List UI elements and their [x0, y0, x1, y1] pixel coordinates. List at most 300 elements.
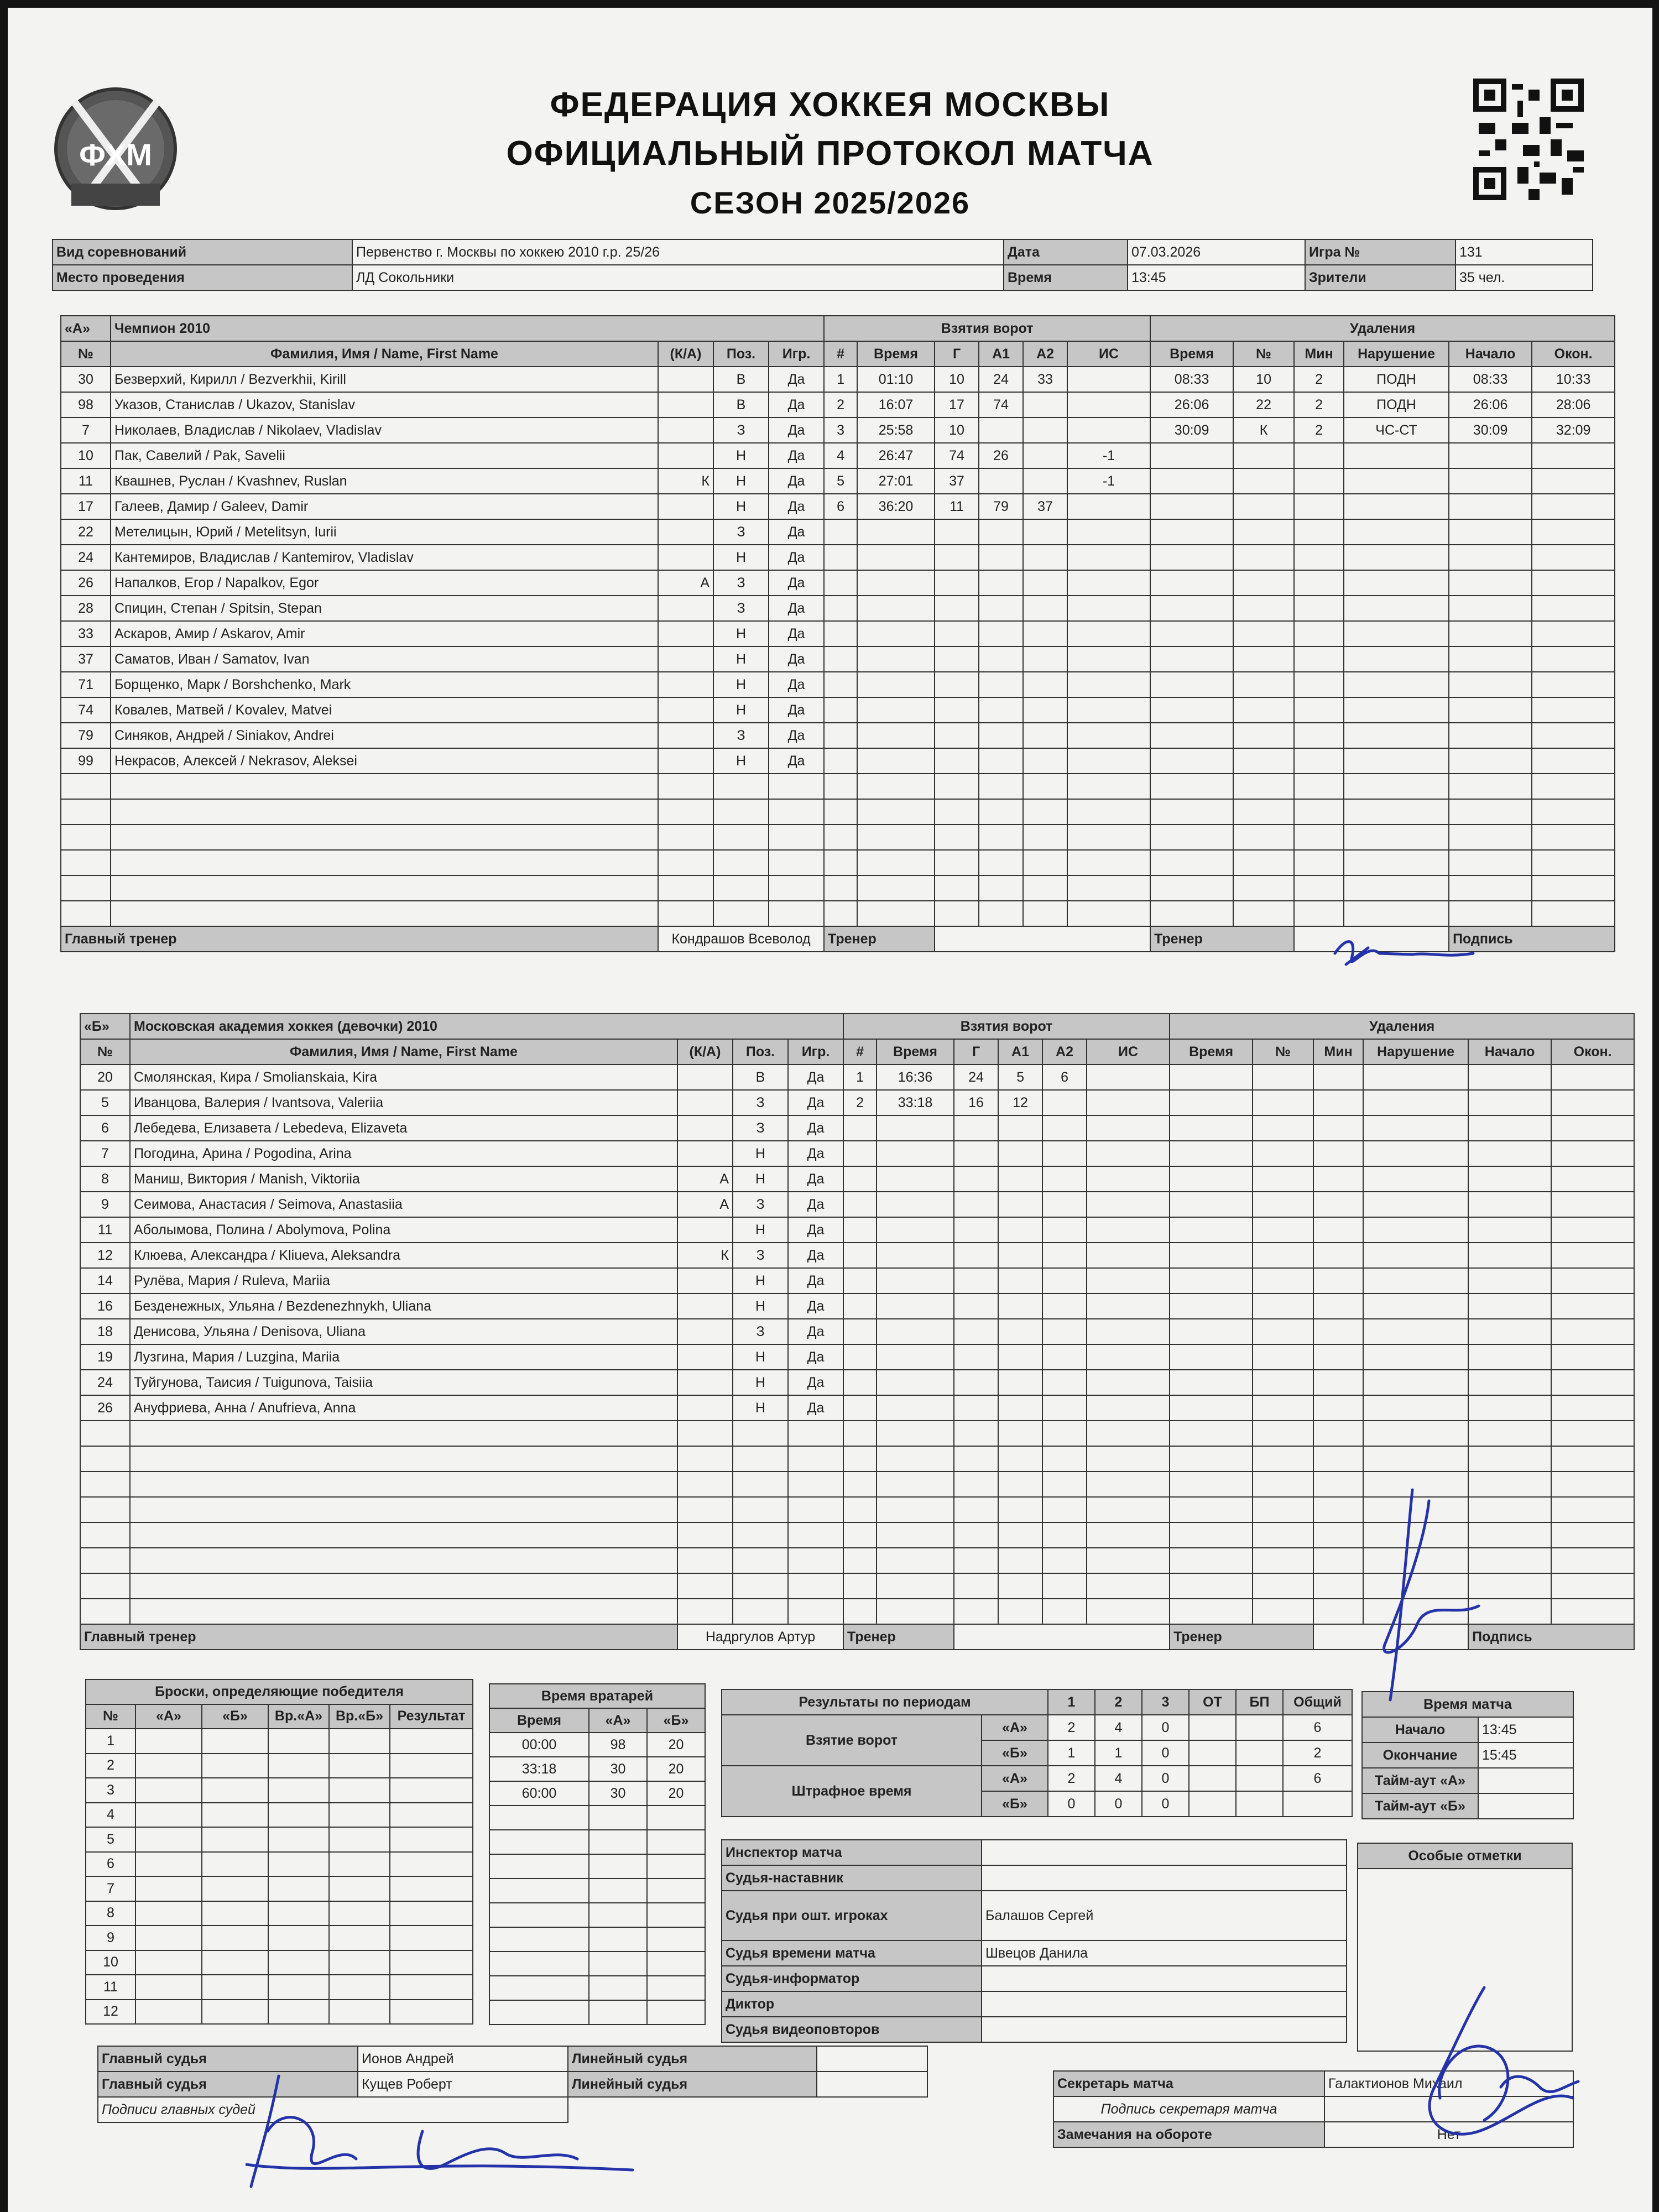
player-position: З: [733, 1090, 788, 1115]
empty-cell: [877, 1192, 954, 1217]
empty-cell: [1170, 1548, 1253, 1573]
empty-cell: [998, 1446, 1042, 1472]
player-name: Квашнев, Руслан / Kvashnev, Ruslan: [111, 468, 658, 494]
empty-cell: [1532, 672, 1615, 697]
empty-cell: [843, 1395, 877, 1421]
empty-cell: [877, 1217, 954, 1243]
player-name: Пак, Савелий / Pak, Savelii: [111, 443, 658, 468]
empty-cell: [1042, 1141, 1087, 1166]
player-number: 7: [80, 1141, 130, 1166]
empty-cell: [1023, 723, 1067, 748]
player-number: 74: [61, 697, 111, 723]
empty-cell: [954, 1395, 998, 1421]
spectators-value: 35 чел.: [1455, 265, 1593, 290]
empty-cell: [1551, 1293, 1634, 1319]
penalty-end: 10:33: [1532, 367, 1615, 392]
empty-cell: [824, 901, 857, 926]
game-number-value: 131: [1455, 239, 1593, 265]
secretary-signature-label: Подпись секретаря матча: [1053, 2096, 1324, 2122]
table-row: [489, 1757, 705, 1781]
empty-cell: [824, 825, 857, 850]
player-captain-mark: К: [677, 1243, 733, 1268]
timeout-b-value: [1478, 1793, 1573, 1819]
player-number: 5: [80, 1090, 130, 1115]
notes-title: Особые отметки: [1358, 1843, 1572, 1869]
period-value: [1283, 1791, 1352, 1817]
empty-cell: [954, 1293, 998, 1319]
player-played: Да: [788, 1370, 843, 1395]
empty-cell: [1170, 1090, 1253, 1115]
empty-cell: [1468, 1446, 1551, 1472]
col-header-pend: Окон.: [1532, 341, 1615, 367]
player-played: Да: [788, 1268, 843, 1293]
player-played: Да: [769, 494, 824, 519]
empty-cell: [1363, 1090, 1468, 1115]
official-informer-label: Судья-информатор: [722, 1966, 982, 1991]
empty-cell: [843, 1548, 877, 1573]
linesman-2-name: [817, 2072, 927, 2097]
player-captain-mark: [677, 1115, 733, 1141]
empty-cell: [857, 596, 935, 621]
empty-cell: [589, 1952, 647, 1976]
col-header-gtime: Время: [857, 341, 935, 367]
empty-cell: [1253, 1192, 1313, 1217]
player-position: З: [733, 1115, 788, 1141]
empty-cell: [1294, 774, 1344, 799]
empty-cell: [1042, 1548, 1087, 1573]
empty-cell: [1023, 570, 1067, 596]
empty-cell: [1344, 646, 1449, 672]
empty-cell: [935, 723, 979, 748]
empty-cell: [843, 1421, 877, 1446]
empty-cell: [1253, 1522, 1313, 1548]
goal-time: 16:07: [857, 392, 935, 418]
empty-cell: [1087, 1548, 1170, 1573]
player-number: 20: [80, 1065, 130, 1090]
empty-cell: [658, 774, 713, 799]
empty-cell: [1344, 443, 1449, 468]
player-position: Н: [733, 1141, 788, 1166]
empty-cell: [135, 1926, 202, 1950]
empty-cell: [1253, 1115, 1313, 1141]
empty-cell: [1170, 1522, 1253, 1548]
empty-cell: [1087, 1395, 1170, 1421]
empty-cell: [80, 1472, 130, 1497]
official-announcer-label: Диктор: [722, 1991, 982, 2017]
penalty-viol: ПОДН: [1344, 367, 1449, 392]
goal-g: 11: [935, 494, 979, 519]
empty-cell: [589, 2000, 647, 2025]
empty-cell: [1042, 1217, 1087, 1243]
empty-cell: [1023, 799, 1067, 825]
table-row: [722, 1891, 1347, 1940]
empty-cell: [1532, 825, 1615, 850]
empty-cell: [268, 1950, 329, 1975]
empty-cell: [1551, 1243, 1634, 1268]
empty-cell: [202, 1901, 268, 1926]
empty-cell: [1449, 825, 1532, 850]
empty-cell: [713, 774, 769, 799]
empty-cell: [1294, 621, 1344, 646]
empty-cell: [1449, 901, 1532, 926]
empty-cell: [1253, 1599, 1313, 1624]
empty-cell: [1253, 1293, 1313, 1319]
empty-cell: [1023, 748, 1067, 774]
empty-cell: [135, 1827, 202, 1852]
empty-cell: [857, 850, 935, 875]
col-header-g: Г: [935, 341, 979, 367]
goal-g: 17: [935, 392, 979, 418]
head-coach-name: Надргулов Артур: [677, 1624, 843, 1650]
goal-a2: 6: [1042, 1065, 1087, 1090]
empty-cell: [843, 1472, 877, 1497]
empty-cell: [1532, 697, 1615, 723]
shootout-table: [85, 1679, 473, 2025]
player-position: Н: [713, 468, 769, 494]
empty-cell: [130, 1548, 677, 1573]
empty-cell: [1344, 901, 1449, 926]
empty-cell: [979, 621, 1023, 646]
table-row: [86, 1729, 473, 1754]
protocol-sheet: [8, 8, 1652, 2212]
empty-cell: [954, 1192, 998, 1217]
empty-cell: [202, 1778, 268, 1803]
empty-cell: [1087, 1497, 1170, 1522]
empty-cell: [1233, 621, 1294, 646]
empty-cell: [824, 723, 857, 748]
empty-cell: [268, 1803, 329, 1828]
table-row: [86, 1901, 473, 1926]
player-number: 9: [80, 1192, 130, 1217]
empty-cell: [954, 1243, 998, 1268]
empty-cell: [1532, 646, 1615, 672]
empty-cell: [1233, 774, 1294, 799]
table-row: [61, 392, 1615, 418]
col-header-pend: Окон.: [1551, 1039, 1634, 1065]
player-played: Да: [769, 697, 824, 723]
empty-cell: [824, 570, 857, 596]
empty-cell: [979, 519, 1023, 545]
goal-g: 24: [954, 1065, 998, 1090]
empty-cell: [1449, 596, 1532, 621]
linesman-1-name: [817, 2046, 927, 2072]
empty-cell: [1087, 1421, 1170, 1446]
player-position: Н: [713, 697, 769, 723]
empty-cell: [329, 2000, 390, 2025]
empty-cell: [80, 1573, 130, 1599]
goalie-time-table: [489, 1683, 706, 2025]
remarks-label: Замечания на обороте: [1053, 2122, 1324, 2147]
empty-cell: [1170, 1115, 1253, 1141]
penalty-time: 08:33: [1150, 367, 1233, 392]
empty-cell: [843, 1497, 877, 1522]
empty-cell: [998, 1268, 1042, 1293]
empty-cell: [935, 901, 979, 926]
empty-cell: [268, 1778, 329, 1803]
empty-cell: [390, 1729, 473, 1754]
table-row: [61, 596, 1615, 621]
col-header-pmin: Мин: [1313, 1039, 1363, 1065]
timeout-b-label: Тайм-аут «Б»: [1362, 1793, 1478, 1819]
empty-cell: [390, 1975, 473, 2000]
coach-a-signature: [1313, 931, 1479, 975]
empty-cell: [268, 1827, 329, 1852]
empty-cell: [954, 1599, 998, 1624]
player-position: Н: [713, 748, 769, 774]
empty-cell: [647, 1879, 705, 1903]
empty-cell: [1067, 570, 1150, 596]
empty-cell: [677, 1472, 733, 1497]
goal-a1: 26: [979, 443, 1023, 468]
empty-cell: [1087, 1573, 1170, 1599]
empty-cell: [1551, 1497, 1634, 1522]
table-row: [80, 1166, 1634, 1192]
empty-cell: [954, 1497, 998, 1522]
empty-cell: [1150, 875, 1233, 901]
col-header-pos: Поз.: [733, 1039, 788, 1065]
empty-cell: [1067, 697, 1150, 723]
goalie-change-time: 60:00: [489, 1781, 589, 1806]
team-name: Чемпион 2010: [111, 316, 824, 341]
goalie-a-number: 30: [589, 1781, 647, 1806]
main-referee-1-label: Главный судья: [98, 2046, 358, 2072]
empty-cell: [998, 1344, 1042, 1370]
player-position: Н: [713, 545, 769, 570]
goalie-change-time: 33:18: [489, 1757, 589, 1781]
empty-cell: [202, 1729, 268, 1754]
penalty-min: 2: [1294, 367, 1344, 392]
empty-cell: [589, 1879, 647, 1903]
empty-cell: [1150, 545, 1233, 570]
empty-cell: [877, 1115, 954, 1141]
table-row: [86, 1975, 473, 2000]
penalty-num: 10: [1233, 367, 1294, 392]
table-row: [61, 545, 1615, 570]
empty-cell: [1313, 1166, 1363, 1192]
empty-cell: [1150, 799, 1233, 825]
empty-cell: [1532, 799, 1615, 825]
empty-cell: [1253, 1395, 1313, 1421]
empty-cell: [877, 1421, 954, 1446]
table-row: [86, 1876, 473, 1901]
col-header-name: Фамилия, Имя / Name, First Name: [111, 341, 658, 367]
empty-cell: [329, 1876, 390, 1901]
empty-cell: [130, 1446, 677, 1472]
player-name: Ковалев, Матвей / Kovalev, Matvei: [111, 697, 658, 723]
player-captain-mark: [658, 545, 713, 570]
goal-g: 10: [935, 418, 979, 443]
empty-cell: [1468, 1395, 1551, 1421]
signature-label: Подпись: [1468, 1624, 1634, 1650]
empty-cell: [877, 1344, 954, 1370]
empty-cell: [1468, 1370, 1551, 1395]
empty-cell: [824, 596, 857, 621]
player-captain-mark: [658, 367, 713, 392]
empty-cell: [954, 1421, 998, 1446]
player-position: В: [733, 1065, 788, 1090]
table-row: [80, 1344, 1634, 1370]
empty-cell: [877, 1522, 954, 1548]
empty-cell: [1253, 1370, 1313, 1395]
table-row: [722, 1840, 1347, 1865]
table-row: [86, 2000, 473, 2025]
linesman-2-label: Линейный судья: [568, 2072, 817, 2097]
venue-value: ЛД Сокольники: [352, 265, 1004, 290]
empty-cell: [1042, 1421, 1087, 1446]
empty-cell: [1253, 1141, 1313, 1166]
empty-cell: [1087, 1293, 1170, 1319]
empty-cell: [998, 1421, 1042, 1446]
empty-cell: [1468, 1268, 1551, 1293]
empty-cell: [111, 875, 658, 901]
secretary-name: Галактионов Михаил: [1324, 2071, 1573, 2096]
empty-cell: [1150, 825, 1233, 850]
player-captain-mark: [677, 1065, 733, 1090]
empty-cell: [1294, 468, 1344, 494]
empty-cell: [1468, 1090, 1551, 1115]
shootout-row-number: 9: [86, 1926, 135, 1950]
empty-cell: [390, 1926, 473, 1950]
empty-cell: [1449, 443, 1532, 468]
empty-cell: [1087, 1141, 1170, 1166]
period-value: 0: [1095, 1791, 1142, 1817]
empty-cell: [733, 1522, 788, 1548]
player-position: Н: [733, 1268, 788, 1293]
match-end-value: 15:45: [1478, 1743, 1573, 1768]
table-row: [61, 901, 1615, 926]
empty-cell: [1233, 443, 1294, 468]
empty-cell: [329, 1803, 390, 1828]
empty-cell: [1233, 545, 1294, 570]
empty-cell: [1363, 1217, 1468, 1243]
empty-cell: [1294, 901, 1344, 926]
table-row: [61, 367, 1615, 392]
period-value: 1: [1095, 1740, 1142, 1766]
empty-cell: [1363, 1421, 1468, 1446]
empty-cell: [1233, 519, 1294, 545]
match-start-value: 13:45: [1478, 1717, 1573, 1743]
empty-cell: [713, 799, 769, 825]
empty-cell: [1551, 1446, 1634, 1472]
penalty-time: 26:06: [1150, 392, 1233, 418]
goal-a2: 33: [1023, 367, 1067, 392]
empty-cell: [202, 1950, 268, 1975]
empty-cell: [824, 672, 857, 697]
empty-cell: [935, 672, 979, 697]
empty-cell: [1170, 1293, 1253, 1319]
empty-cell: [1150, 570, 1233, 596]
empty-cell: [130, 1472, 677, 1497]
empty-cell: [1313, 1115, 1363, 1141]
empty-cell: [202, 1876, 268, 1901]
goals-section-title: Взятия ворот: [843, 1014, 1170, 1039]
empty-cell: [1233, 672, 1294, 697]
empty-cell: [1042, 1268, 1087, 1293]
empty-cell: [979, 825, 1023, 850]
empty-cell: [824, 697, 857, 723]
goal-n: 2: [843, 1090, 877, 1115]
goal-n: 4: [824, 443, 857, 468]
empty-cell: [1042, 1243, 1087, 1268]
empty-cell: [769, 901, 824, 926]
period-value: 4: [1095, 1766, 1142, 1791]
empty-cell: [1344, 672, 1449, 697]
player-position: З: [713, 418, 769, 443]
linesman-1-label: Линейный судья: [568, 2046, 817, 2072]
empty-cell: [1253, 1497, 1313, 1522]
empty-cell: [979, 774, 1023, 799]
period-value: 6: [1283, 1715, 1352, 1740]
col-header-play: Игр.: [769, 341, 824, 367]
official-informer-name: [982, 1966, 1347, 1991]
trainer-label: Тренер: [843, 1624, 954, 1650]
empty-cell: [1313, 1243, 1363, 1268]
player-position: Н: [733, 1217, 788, 1243]
empty-cell: [61, 825, 111, 850]
empty-cell: [1023, 672, 1067, 697]
empty-cell: [1023, 875, 1067, 901]
empty-cell: [1294, 443, 1344, 468]
player-captain-mark: [658, 621, 713, 646]
empty-cell: [111, 799, 658, 825]
empty-cell: [1170, 1599, 1253, 1624]
player-captain-mark: А: [677, 1166, 733, 1192]
empty-cell: [1067, 519, 1150, 545]
table-row: [61, 825, 1615, 850]
empty-cell: [80, 1522, 130, 1548]
table-row: [489, 1830, 705, 1854]
empty-cell: [857, 774, 935, 799]
table-row: [80, 1217, 1634, 1243]
empty-cell: [1150, 672, 1233, 697]
table-row: [80, 1370, 1634, 1395]
empty-cell: [998, 1115, 1042, 1141]
empty-cell: [130, 1573, 677, 1599]
empty-cell: [1067, 646, 1150, 672]
empty-cell: [489, 1952, 589, 1976]
empty-cell: [329, 1778, 390, 1803]
empty-cell: [677, 1497, 733, 1522]
empty-cell: [824, 545, 857, 570]
empty-cell: [979, 545, 1023, 570]
empty-cell: [998, 1192, 1042, 1217]
empty-cell: [954, 1344, 998, 1370]
player-name: Безверхий, Кирилл / Bezverkhii, Kirill: [111, 367, 658, 392]
goalie-time-title: Время вратарей: [489, 1684, 705, 1708]
player-name: Галеев, Дамир / Galeev, Damir: [111, 494, 658, 519]
player-captain-mark: [677, 1293, 733, 1319]
empty-cell: [1170, 1243, 1253, 1268]
empty-cell: [80, 1446, 130, 1472]
shootout-title: Броски, определяющие победителя: [86, 1679, 473, 1704]
empty-cell: [1363, 1192, 1468, 1217]
col-header-pviol: Нарушение: [1344, 341, 1449, 367]
player-played: Да: [769, 443, 824, 468]
empty-cell: [268, 2000, 329, 2025]
empty-cell: [1551, 1319, 1634, 1344]
goal-time: 36:20: [857, 494, 935, 519]
player-position: Н: [713, 672, 769, 697]
player-captain-mark: [677, 1090, 733, 1115]
empty-cell: [329, 1852, 390, 1877]
empty-cell: [589, 1927, 647, 1952]
player-name: Лузгина, Мария / Luzgina, Mariia: [130, 1344, 677, 1370]
empty-cell: [954, 1548, 998, 1573]
player-played: Да: [788, 1395, 843, 1421]
empty-cell: [998, 1217, 1042, 1243]
empty-cell: [1150, 774, 1233, 799]
empty-cell: [489, 1927, 589, 1952]
